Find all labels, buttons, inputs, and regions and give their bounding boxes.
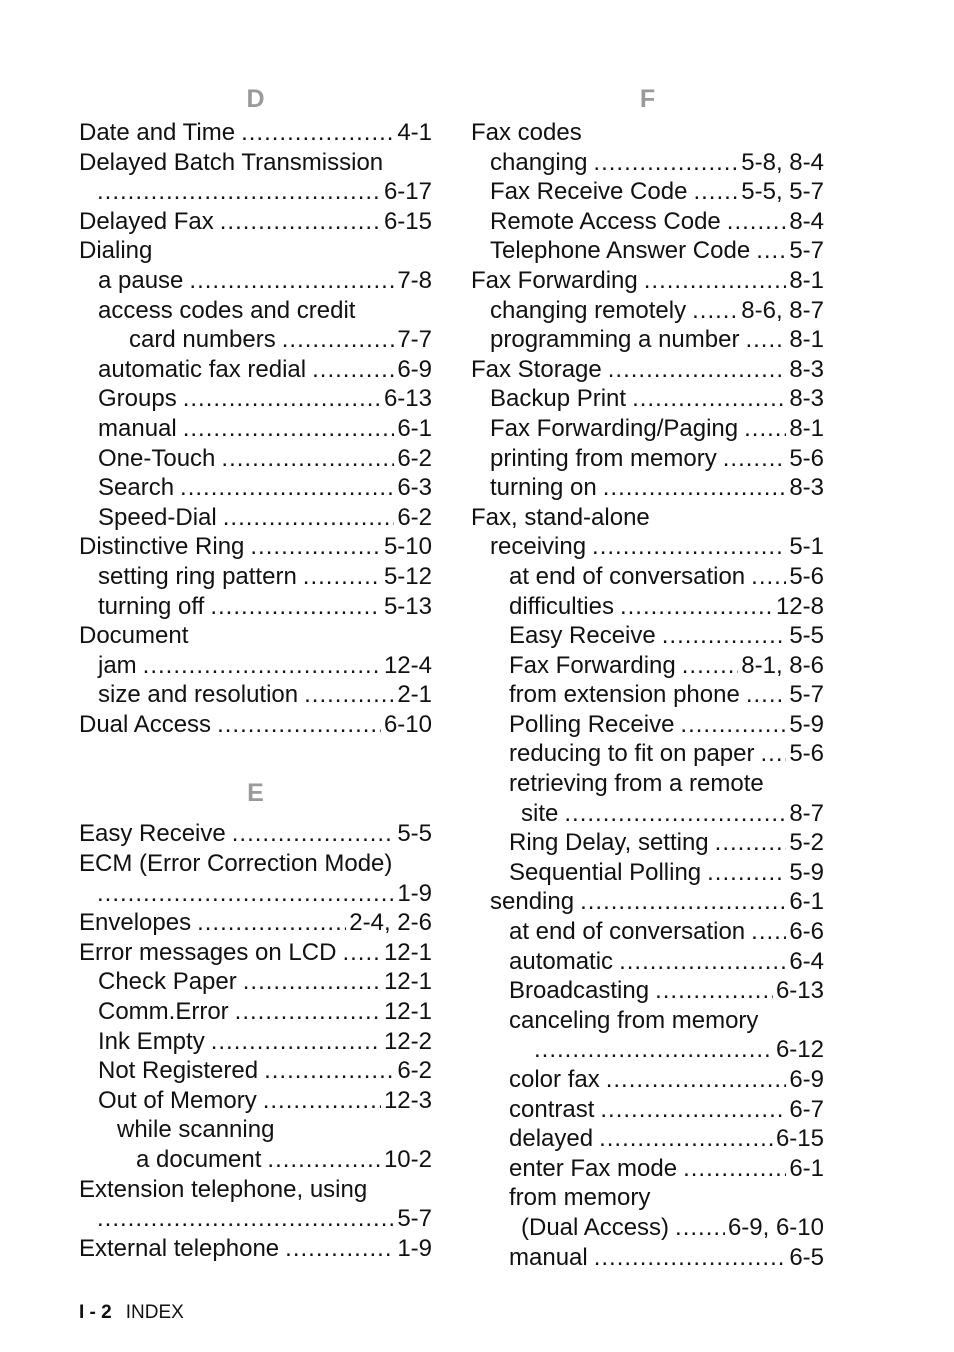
index-term-one-touch: One-Touch xyxy=(98,444,216,472)
page-reference: 5-1 xyxy=(789,533,824,561)
index-entry xyxy=(471,355,824,385)
index-term-jam: jam xyxy=(98,651,137,679)
dot-leader xyxy=(303,562,381,592)
page-reference: 6-10 xyxy=(383,710,432,738)
index-entry xyxy=(79,1115,432,1145)
dot-leader xyxy=(232,819,395,849)
index-entry xyxy=(79,938,432,968)
index-entry xyxy=(79,710,432,740)
dot-leader xyxy=(751,562,786,592)
page-reference: 5-2 xyxy=(789,829,824,857)
index-entry xyxy=(471,592,824,622)
index-term-at-end-of-conversation: at end of conversation xyxy=(509,918,746,946)
dot-leader xyxy=(682,651,739,681)
index-term-check-paper: Check Paper xyxy=(98,968,237,996)
index-term-extension-telephone-using: Extension telephone, using xyxy=(79,1175,368,1203)
index-entry xyxy=(471,444,824,474)
index-term-fax-forwarding-paging: Fax Forwarding/Paging xyxy=(490,414,739,442)
index-entry xyxy=(79,967,432,997)
index-term-broadcasting: Broadcasting xyxy=(509,977,650,1005)
dot-leader xyxy=(761,739,787,769)
dot-leader xyxy=(342,938,381,968)
index-term-fax-codes: Fax codes xyxy=(471,119,582,146)
index-entry xyxy=(471,1095,824,1125)
page-reference: 6-3 xyxy=(397,474,432,502)
index-entry xyxy=(79,1086,432,1116)
index-term-contrast: contrast xyxy=(509,1095,595,1123)
index-term-error-messages-on-lcd: Error messages on LCD xyxy=(79,938,337,966)
page-reference: 6-4 xyxy=(789,947,824,975)
page-reference: 6-1 xyxy=(789,1154,824,1182)
dot-leader xyxy=(564,799,786,829)
dot-leader xyxy=(183,384,381,414)
dot-leader xyxy=(241,118,394,148)
page-reference: 6-13 xyxy=(383,385,432,413)
dot-leader xyxy=(180,473,394,503)
dot-leader xyxy=(707,858,786,888)
dot-leader xyxy=(210,592,381,622)
index-entry xyxy=(79,1027,432,1057)
index-entry xyxy=(471,1006,824,1036)
index-entry xyxy=(471,532,824,562)
page-footer xyxy=(79,1300,184,1326)
page-reference: 12-1 xyxy=(383,998,432,1026)
dot-leader xyxy=(267,1145,381,1175)
section-letter-e: E xyxy=(247,779,264,808)
page-reference: 6-12 xyxy=(775,1036,824,1064)
index-entry xyxy=(471,177,824,207)
index-entry xyxy=(79,355,432,385)
dot-leader xyxy=(223,503,395,533)
index-term-dual-access: Dual Access xyxy=(79,710,212,738)
index-term-document: Document xyxy=(79,622,189,650)
page-reference: 6-5 xyxy=(789,1243,824,1271)
dot-leader xyxy=(680,710,786,740)
page-reference: 7-7 xyxy=(397,326,432,354)
index-entry xyxy=(79,651,432,681)
index-entry xyxy=(79,1056,432,1086)
index-entry xyxy=(79,592,432,622)
page-reference: 8-3 xyxy=(789,385,824,413)
index-term-at-end-of-conversation: at end of conversation xyxy=(509,562,746,590)
page-reference: 8-3 xyxy=(789,355,824,383)
index-entry xyxy=(79,1234,432,1264)
index-entry xyxy=(471,118,824,148)
index-term-difficulties: difficulties xyxy=(509,592,614,620)
index-term-fax-stand-alone: Fax, stand-alone xyxy=(471,503,650,531)
page-reference: 12-1 xyxy=(383,968,432,996)
index-column-right xyxy=(471,80,824,1272)
dot-leader xyxy=(599,1124,773,1154)
dot-leader xyxy=(592,532,786,562)
index-term-a-document: a document xyxy=(136,1146,262,1173)
dot-leader xyxy=(715,828,787,858)
page-reference: 5-9 xyxy=(789,710,824,738)
page-reference: 6-7 xyxy=(789,1095,824,1123)
index-entry xyxy=(471,236,824,266)
index-entry xyxy=(471,1154,824,1184)
index-entry xyxy=(79,503,432,533)
dot-leader xyxy=(243,967,381,997)
index-entry xyxy=(79,296,432,326)
index-entry xyxy=(79,207,432,237)
page-reference: 12-8 xyxy=(775,592,824,620)
dot-leader xyxy=(220,207,381,237)
page-reference: 8-1, 8-6 xyxy=(741,651,824,679)
index-entry xyxy=(471,1065,824,1095)
dot-leader xyxy=(644,266,787,296)
index-entry xyxy=(471,148,824,178)
index-term-reducing-to-fit-on-paper: reducing to fit on paper xyxy=(509,740,755,768)
index-entry xyxy=(79,1145,432,1175)
dot-leader xyxy=(221,444,394,474)
index-term-delayed-batch-transmission: Delayed Batch Transmission xyxy=(79,148,384,176)
index-term-turning-off: turning off xyxy=(98,592,205,620)
index-term-remote-access-code: Remote Access Code xyxy=(490,207,721,235)
index-term-comm-error: Comm.Error xyxy=(98,998,229,1026)
dot-leader xyxy=(723,444,787,474)
dot-leader xyxy=(683,1154,786,1184)
index-entry xyxy=(471,384,824,414)
index-term-fax-receive-code: Fax Receive Code xyxy=(490,178,688,206)
index-term-from-memory: from memory xyxy=(509,1184,651,1212)
page-reference: 7-8 xyxy=(397,266,432,294)
index-term-date-and-time: Date and Time xyxy=(79,119,236,146)
dot-leader xyxy=(727,207,787,237)
footer-page-number: I - 2 xyxy=(79,1302,112,1323)
index-term-envelopes: Envelopes xyxy=(79,909,192,937)
page-reference: 5-5 xyxy=(397,820,432,848)
index-entry xyxy=(79,266,432,296)
index-term-changing-remotely: changing remotely xyxy=(490,296,687,324)
page-reference: 6-2 xyxy=(397,444,432,472)
index-term-polling-receive: Polling Receive xyxy=(509,710,675,738)
index-entry xyxy=(79,819,432,849)
index-entry xyxy=(79,908,432,938)
page-reference: 12-4 xyxy=(383,651,432,679)
index-entry xyxy=(471,976,824,1006)
dot-leader xyxy=(97,879,394,909)
page-reference: 8-1 xyxy=(789,266,824,294)
page-reference: 6-9, 6-10 xyxy=(727,1213,824,1241)
page-reference: 6-2 xyxy=(397,503,432,531)
dot-leader xyxy=(693,177,738,207)
dot-leader xyxy=(692,296,738,326)
index-entry xyxy=(471,799,824,829)
index-column-left xyxy=(79,80,432,1263)
page-reference: 8-3 xyxy=(789,474,824,502)
index-term-search: Search xyxy=(98,474,175,502)
index-entry xyxy=(471,739,824,769)
index-term-distinctive-ring: Distinctive Ring xyxy=(79,533,245,561)
index-term-changing: changing xyxy=(490,148,588,176)
page-reference: 5-6 xyxy=(789,740,824,768)
index-term-a-pause: a pause xyxy=(98,266,184,294)
index-entry xyxy=(471,621,824,651)
dot-leader xyxy=(606,1065,787,1095)
index-term-receiving: receiving xyxy=(490,533,587,561)
index-term-turning-on: turning on xyxy=(490,474,597,502)
page-reference: 5-9 xyxy=(789,858,824,886)
index-term-speed-dial: Speed-Dial xyxy=(98,503,217,531)
page-reference: 8-4 xyxy=(789,207,824,235)
dot-leader xyxy=(285,1234,394,1264)
index-term-access-codes-and-credit: access codes and credit xyxy=(98,296,356,324)
dot-leader xyxy=(608,355,787,385)
page-reference: 6-13 xyxy=(775,977,824,1005)
index-term-ink-empty: Ink Empty xyxy=(98,1027,205,1055)
index-term-delayed-fax: Delayed Fax xyxy=(79,207,214,235)
dot-leader xyxy=(211,1027,381,1057)
dot-leader xyxy=(632,384,786,414)
page-reference: 6-1 xyxy=(789,888,824,916)
index-term-setting-ring-pattern: setting ring pattern xyxy=(98,562,297,590)
index-entry xyxy=(79,562,432,592)
index-entry xyxy=(471,769,824,799)
page-reference: 12-2 xyxy=(383,1027,432,1055)
index-entry xyxy=(79,1175,432,1205)
index-term-manual: manual xyxy=(509,1243,588,1271)
index-term-easy-receive: Easy Receive xyxy=(79,820,226,848)
index-entry xyxy=(471,858,824,888)
dot-leader xyxy=(97,177,381,207)
index-term-ecm-error-correction-mode: ECM (Error Correction Mode) xyxy=(79,850,393,878)
index-term-ring-delay-setting: Ring Delay, setting xyxy=(509,829,709,857)
dot-leader xyxy=(264,1056,394,1086)
index-entry xyxy=(471,1035,824,1065)
index-entry xyxy=(471,828,824,858)
index-entry xyxy=(471,680,824,710)
page-reference: 4-1 xyxy=(397,119,432,146)
page-reference: 12-1 xyxy=(383,938,432,966)
index-entry xyxy=(471,1213,824,1243)
dot-leader xyxy=(600,1095,786,1125)
index-entry xyxy=(79,177,432,207)
dot-leader xyxy=(282,325,395,355)
page-reference: 5-6 xyxy=(789,562,824,590)
index-term-easy-receive: Easy Receive xyxy=(509,622,656,650)
page-reference: 1-9 xyxy=(397,1234,432,1262)
index-term-canceling-from-memory: canceling from memory xyxy=(509,1006,759,1034)
index-term-sending: sending xyxy=(490,888,575,916)
index-entry xyxy=(79,1204,432,1234)
page-reference: 5-7 xyxy=(789,681,824,709)
page-reference: 5-8, 8-4 xyxy=(741,148,824,176)
index-entry xyxy=(79,621,432,651)
dot-leader xyxy=(263,1086,381,1116)
index-entry xyxy=(79,444,432,474)
index-term-enter-fax-mode: enter Fax mode xyxy=(509,1154,678,1182)
dot-leader xyxy=(143,651,381,681)
page-reference: 5-10 xyxy=(383,533,432,561)
dot-leader xyxy=(745,325,786,355)
page-reference: 6-9 xyxy=(397,355,432,383)
dot-leader xyxy=(751,917,786,947)
page-reference: 2-1 xyxy=(397,681,432,709)
index-term-telephone-answer-code: Telephone Answer Code xyxy=(490,237,751,265)
index-entry xyxy=(471,1124,824,1154)
dot-leader xyxy=(312,355,394,385)
index-entry xyxy=(79,384,432,414)
index-term-printing-from-memory: printing from memory xyxy=(490,444,717,472)
index-entry xyxy=(471,710,824,740)
index-term-external-telephone: External telephone xyxy=(79,1234,280,1262)
dot-leader xyxy=(756,236,786,266)
index-entry xyxy=(471,325,824,355)
dot-leader xyxy=(235,997,381,1027)
dot-leader xyxy=(580,887,786,917)
index-entry xyxy=(471,562,824,592)
index-term-backup-print: Backup Print xyxy=(490,385,627,413)
dot-leader xyxy=(197,908,346,938)
index-entry xyxy=(471,1183,824,1213)
dot-leader xyxy=(217,710,381,740)
index-entry xyxy=(471,947,824,977)
index-entry xyxy=(471,414,824,444)
index-entry xyxy=(79,997,432,1027)
footer-section-label: INDEX xyxy=(125,1302,184,1323)
page-reference: 5-7 xyxy=(397,1205,432,1233)
page-reference: 6-9 xyxy=(789,1066,824,1093)
index-entry xyxy=(79,414,432,444)
index-entry xyxy=(79,849,432,879)
dot-leader xyxy=(534,1035,773,1065)
index-term-dual-access: (Dual Access) xyxy=(521,1213,670,1241)
index-entry xyxy=(471,651,824,681)
index-entry xyxy=(79,680,432,710)
index-entry xyxy=(471,1243,824,1273)
index-term-size-and-resolution: size and resolution xyxy=(98,681,299,709)
page-reference: 6-15 xyxy=(383,207,432,235)
index-entry xyxy=(471,887,824,917)
index-term-while-scanning: while scanning xyxy=(117,1116,275,1144)
index-entry xyxy=(471,266,824,296)
index-term-site: site xyxy=(521,799,559,827)
page-reference: 6-1 xyxy=(397,414,432,442)
page-reference: 5-6 xyxy=(789,444,824,472)
dot-leader xyxy=(97,1204,394,1234)
dot-leader xyxy=(619,947,786,977)
index-entry xyxy=(79,532,432,562)
index-entry xyxy=(79,473,432,503)
index-term-color-fax: color fax xyxy=(509,1066,600,1093)
page-reference: 10-2 xyxy=(383,1146,432,1173)
dot-leader xyxy=(746,680,787,710)
index-entry xyxy=(471,917,824,947)
index-term-fax-forwarding: Fax Forwarding xyxy=(471,266,638,294)
index-entry xyxy=(471,296,824,326)
dot-leader xyxy=(183,414,395,444)
index-entry xyxy=(471,473,824,503)
index-term-delayed: delayed xyxy=(509,1125,594,1153)
index-entry xyxy=(79,236,432,266)
page-reference: 5-5, 5-7 xyxy=(741,178,824,206)
index-term-not-registered: Not Registered xyxy=(98,1057,259,1085)
dot-leader xyxy=(662,621,787,651)
index-entry xyxy=(79,879,432,909)
dot-leader xyxy=(620,592,773,622)
page-reference: 6-17 xyxy=(383,178,432,206)
section-letter-d: D xyxy=(246,85,265,113)
dot-leader xyxy=(655,976,773,1006)
index-term-dialing: Dialing xyxy=(79,237,153,265)
page-reference: 5-12 xyxy=(383,562,432,590)
index-term-automatic-fax-redial: automatic fax redial xyxy=(98,355,307,383)
page-reference: 2-4, 2-6 xyxy=(349,909,432,937)
index-term-fax-forwarding: Fax Forwarding xyxy=(509,651,676,679)
page-reference: 8-1 xyxy=(789,414,824,442)
dot-leader xyxy=(594,1243,787,1273)
dot-leader xyxy=(304,680,394,710)
dot-leader xyxy=(593,148,738,178)
index-term-groups: Groups xyxy=(98,385,177,413)
index-term-fax-storage: Fax Storage xyxy=(471,355,602,383)
index-term-programming-a-number: programming a number xyxy=(490,326,740,354)
index-term-sequential-polling: Sequential Polling xyxy=(509,858,702,886)
page-reference: 5-5 xyxy=(789,622,824,650)
dot-leader xyxy=(189,266,394,296)
index-term-card-numbers: card numbers xyxy=(129,326,276,354)
page-reference: 8-6, 8-7 xyxy=(741,296,824,324)
dot-leader xyxy=(603,473,787,503)
page-reference: 5-7 xyxy=(789,237,824,265)
page-reference: 6-2 xyxy=(397,1057,432,1085)
index-entry xyxy=(471,207,824,237)
index-entry xyxy=(79,325,432,355)
dot-leader xyxy=(744,414,786,444)
page-reference: 8-7 xyxy=(789,799,824,827)
page-reference: 6-6 xyxy=(789,918,824,946)
index-entry xyxy=(79,148,432,178)
dot-leader xyxy=(250,532,381,562)
dot-leader xyxy=(675,1213,725,1243)
index-entry xyxy=(79,118,432,148)
index-term-from-extension-phone: from extension phone xyxy=(509,681,740,709)
index-term-automatic: automatic xyxy=(509,947,614,975)
index-term-out-of-memory: Out of Memory xyxy=(98,1086,257,1114)
page-reference: 6-15 xyxy=(775,1125,824,1153)
index-entry xyxy=(471,503,824,533)
page-reference: 12-3 xyxy=(383,1086,432,1114)
page-reference: 1-9 xyxy=(397,879,432,907)
page-reference: 8-1 xyxy=(789,326,824,354)
section-letter-f: F xyxy=(639,85,656,113)
index-term-retrieving-from-a-remote: retrieving from a remote xyxy=(509,770,764,798)
index-term-manual: manual xyxy=(98,414,177,442)
page-reference: 5-13 xyxy=(383,592,432,620)
